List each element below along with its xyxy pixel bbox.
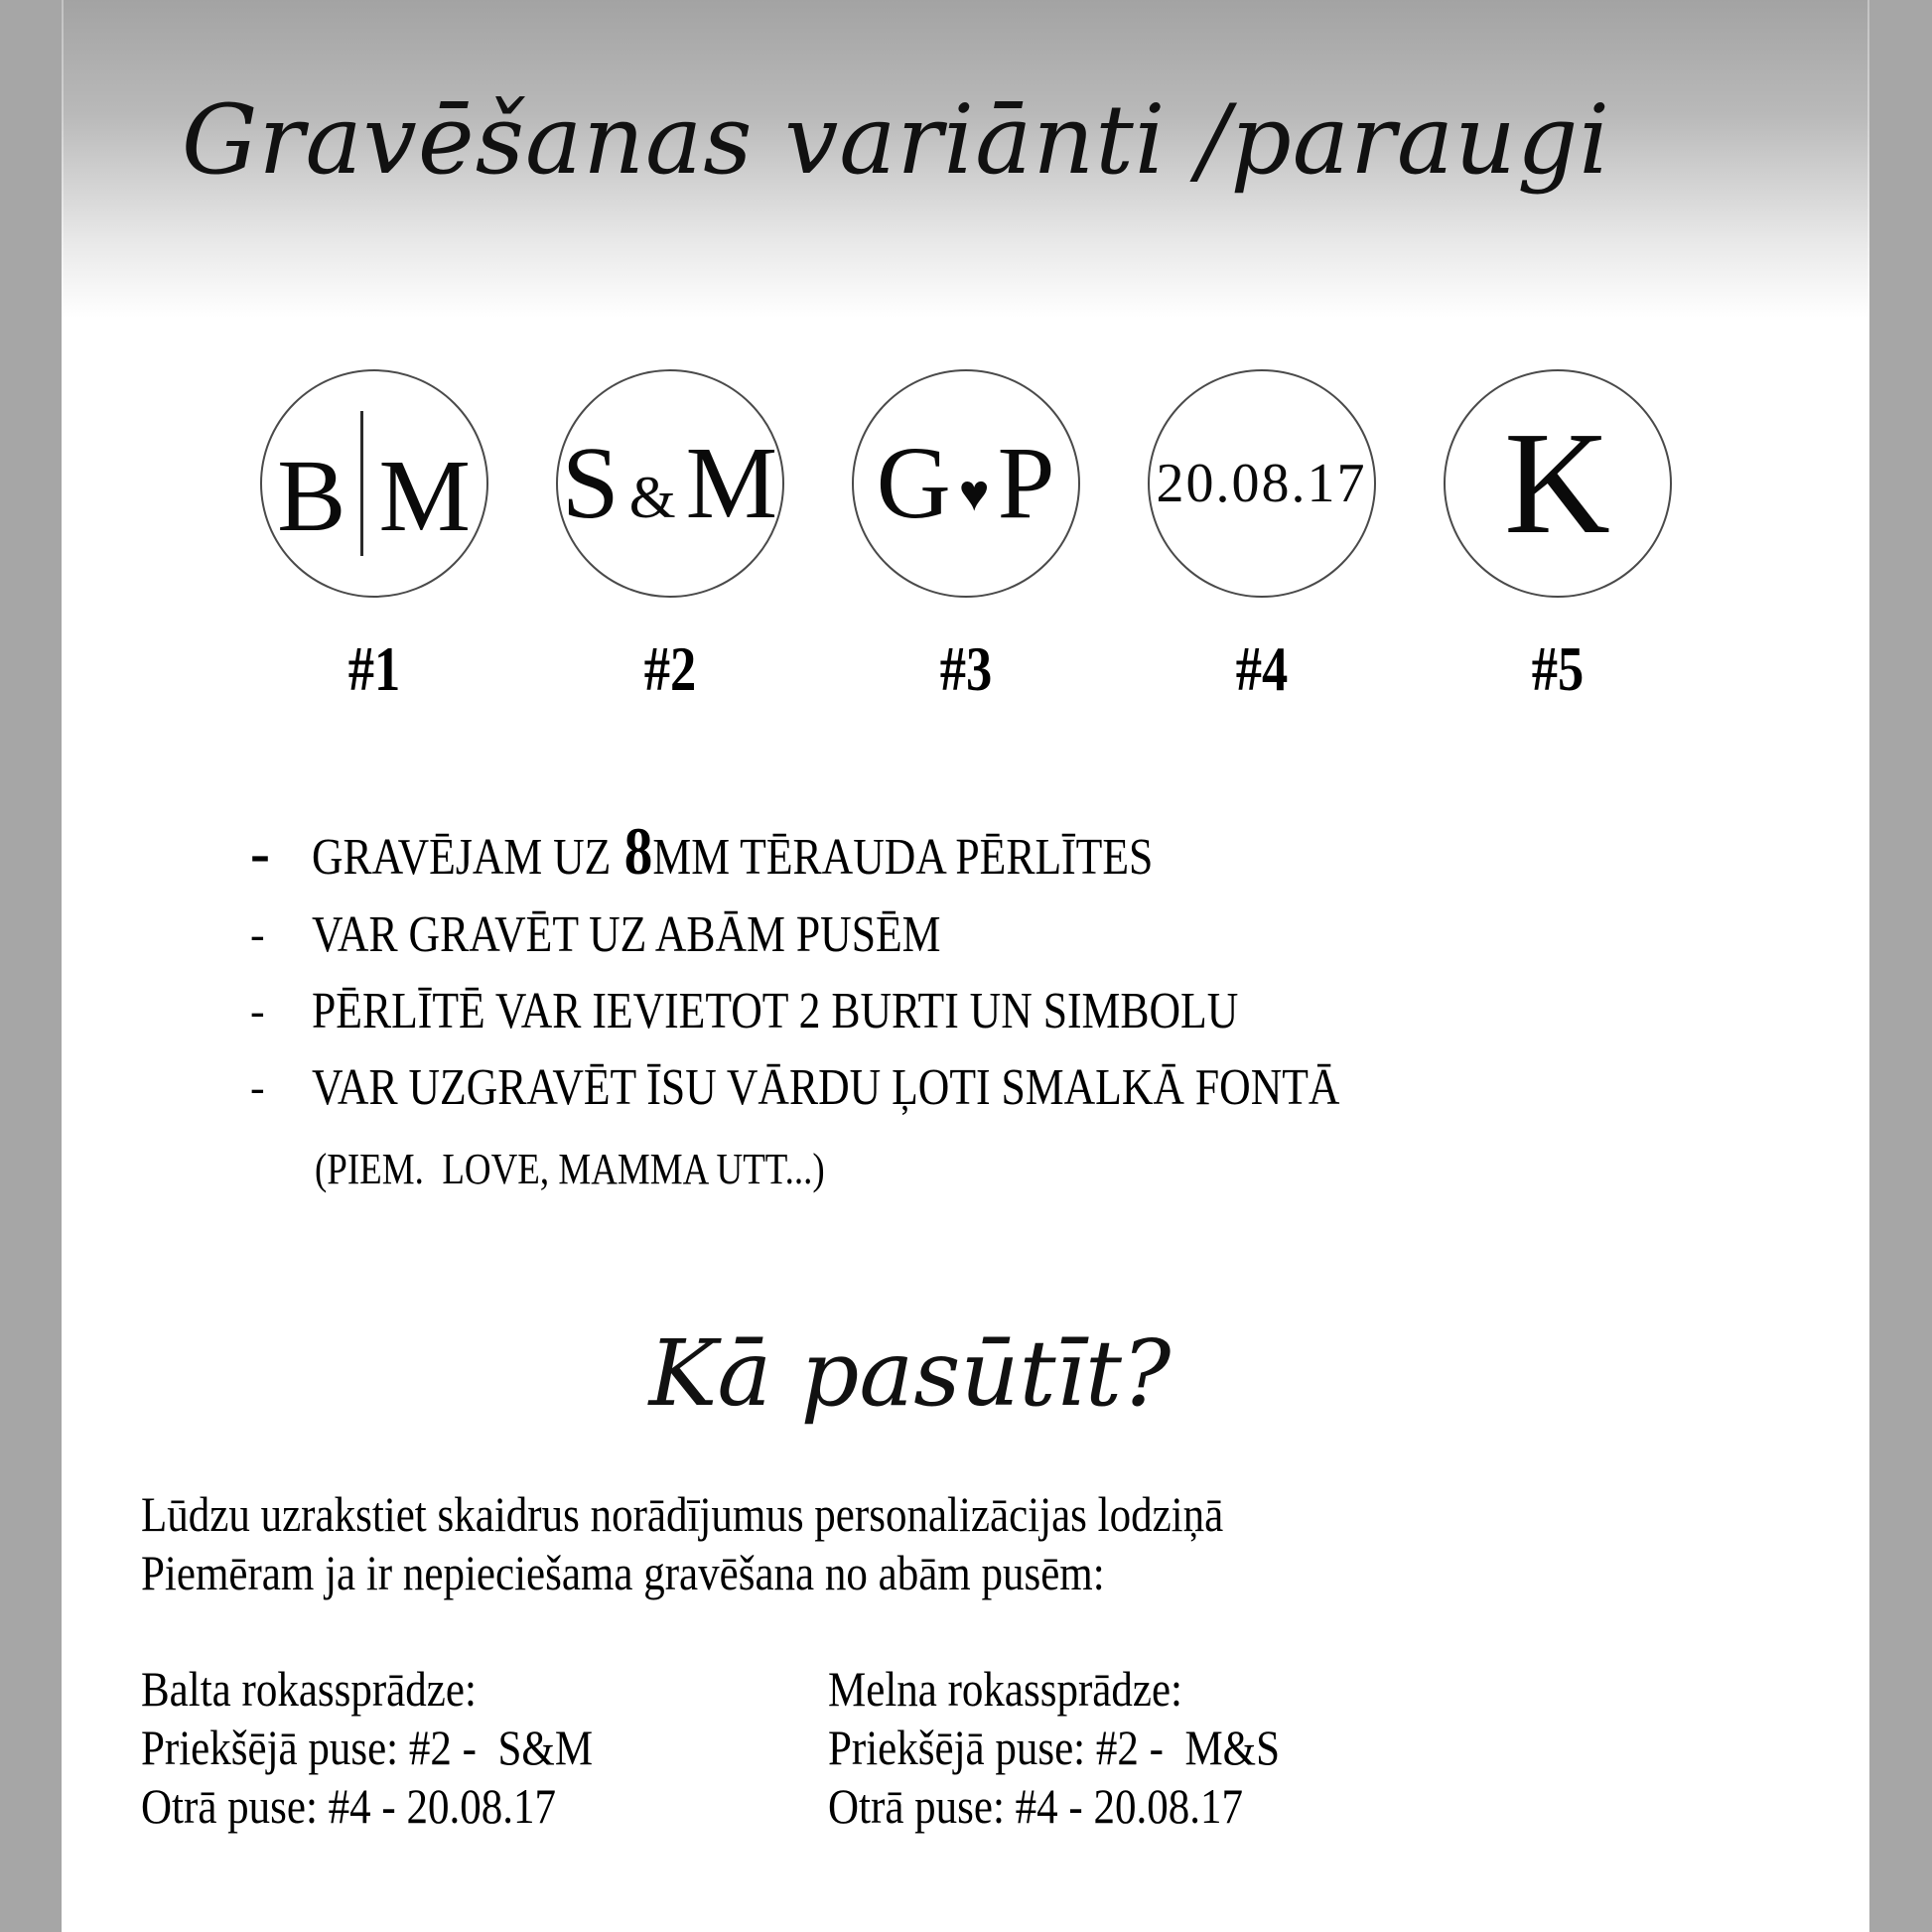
initial-left: S — [561, 426, 620, 541]
right-border-band — [1869, 0, 1932, 1932]
example-front-side: Priekšējā puse: #2 - S&M — [141, 1720, 594, 1776]
order-examples-row — [141, 1660, 1869, 1836]
order-instructions-line-2: Piemēram ja ir nepieciešama gravēšana no abām pusēm: — [141, 1545, 1105, 1601]
date-engraving: 20.08.17 — [1156, 453, 1367, 515]
engraving-variants-row — [62, 369, 1869, 705]
example-back-side: Otrā puse: #4 - 20.08.17 — [141, 1778, 557, 1835]
variant-5 — [1444, 369, 1672, 705]
example-title: Balta rokassprādze: — [141, 1661, 477, 1718]
bullet-dash: - — [250, 910, 265, 960]
bead-sample-initials-ampersand — [556, 369, 784, 598]
example-white-bracelet — [141, 1660, 828, 1836]
variant-label-2: #2 — [643, 633, 696, 705]
bead-size-number: 8 — [623, 813, 653, 890]
bullet-dash: - — [250, 1063, 265, 1113]
page-title: Gravēšanas variānti /paraugi — [181, 84, 1611, 196]
initial-right: M — [685, 426, 778, 541]
example-back-side: Otrā puse: #4 - 20.08.17 — [828, 1778, 1244, 1835]
divider-line — [360, 411, 363, 556]
feature-item-1 — [250, 813, 1869, 891]
example-front-side: Priekšējā puse: #2 - M&S — [828, 1720, 1281, 1776]
variant-label-5: #5 — [1531, 633, 1584, 705]
bullet-dash: - — [250, 820, 270, 887]
bead-sample-date — [1148, 369, 1376, 598]
single-initial-engraving: K — [1504, 402, 1610, 566]
how-to-order-heading: Kā pasūtīt? — [648, 1320, 1172, 1428]
bead-engraving — [876, 426, 1055, 541]
feature-text: PĒRLĪTĒ VAR IEVIETOT 2 BURTI UN SIMBOLU — [312, 983, 1239, 1040]
bead-sample-single-initial — [1444, 369, 1672, 598]
feature-item-2 — [250, 902, 1869, 967]
content-area — [62, 0, 1869, 1932]
ampersand-symbol: & — [628, 465, 676, 532]
example-title: Melna rokassprādze: — [828, 1661, 1183, 1718]
left-border-band — [0, 0, 62, 1932]
features-list — [62, 813, 1869, 1120]
feature-text: VAR GRAVĒT UZ ABĀM PUSĒM — [312, 906, 941, 964]
feature-text: VAR UZGRAVĒT ĪSU VĀRDU ĻOTI SMALKĀ FONTĀ — [312, 1059, 1340, 1117]
variant-label-1: #1 — [347, 633, 400, 705]
variant-3 — [852, 369, 1080, 705]
features-example-note-text: (PIEM. LOVE, MAMMA UTT...) — [315, 1145, 825, 1194]
variant-1 — [260, 369, 488, 705]
heart-icon: ♥ — [958, 466, 990, 523]
bead-engraving — [277, 411, 471, 556]
bead-sample-initials-divider — [260, 369, 488, 598]
feature-text-post: MM TĒRAUDA PĒRLĪTES — [652, 829, 1154, 887]
order-instructions-line-1: Lūdzu uzrakstiet skaidrus norādījumus personalizācijas lodziņā — [141, 1486, 1224, 1543]
variant-label-4: #4 — [1235, 633, 1288, 705]
variant-label-3: #3 — [939, 633, 992, 705]
bead-engraving — [561, 426, 778, 541]
feature-text — [312, 813, 1154, 890]
variant-4 — [1148, 369, 1376, 705]
initial-left: B — [277, 439, 346, 554]
order-instructions — [141, 1485, 1869, 1602]
bullet-dash: - — [250, 987, 265, 1036]
feature-text-pre: GRAVĒJAM UZ — [312, 829, 612, 887]
initial-right: M — [378, 439, 471, 554]
example-black-bracelet — [828, 1660, 1515, 1836]
bead-sample-initials-heart — [852, 369, 1080, 598]
variant-2 — [556, 369, 784, 705]
initial-left: G — [876, 426, 951, 541]
feature-item-3 — [250, 979, 1869, 1043]
feature-item-4 — [250, 1055, 1869, 1120]
initial-right: P — [997, 426, 1055, 541]
features-example-note — [315, 1144, 1869, 1196]
